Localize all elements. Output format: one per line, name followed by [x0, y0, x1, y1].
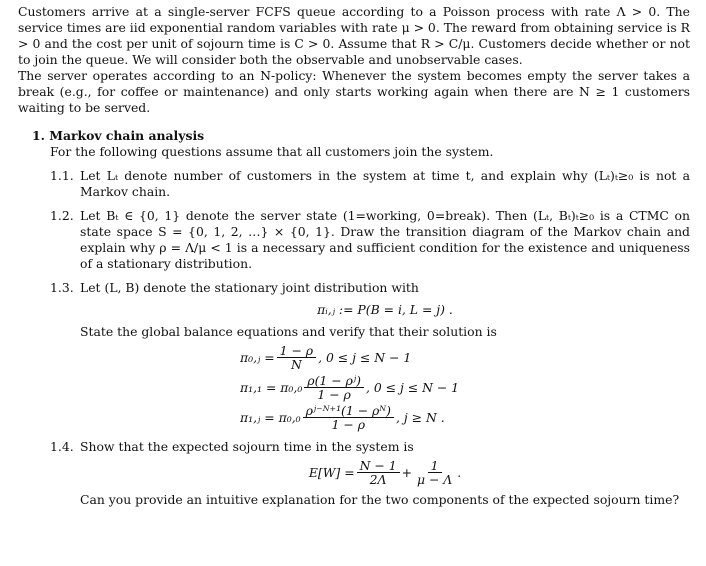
equation-condition: , 0 ≤ j ≤ N − 1 [365, 379, 460, 395]
question-number: 1.3. [50, 280, 74, 295]
plus-sign: + [401, 464, 412, 480]
question-tail-text: Can you provide an intuitive explanation for the two components of the expected sojourn time? [80, 492, 680, 507]
question-1-3 [50, 280, 690, 431]
fraction-numerator: ρ(1 − ρʲ) [304, 374, 364, 388]
equation-condition: , 0 ≤ j ≤ N − 1 [318, 349, 412, 365]
sojourn-time-equation [80, 459, 690, 486]
section-intro: For the following questions assume that all customers join the system. [50, 144, 494, 159]
stationary-distribution-definition: πᵢ,ⱼ := P(B = i, L = j) . [317, 302, 453, 317]
fraction-numerator: 1 [428, 459, 442, 473]
equation-pi-1j [240, 404, 690, 431]
equation-fraction [304, 374, 364, 401]
equation-fraction [277, 344, 316, 371]
question-number: 1.1. [50, 168, 74, 183]
fraction-numerator: ρʲ⁻ᴺ⁺¹(1 − ρᴺ) [303, 404, 394, 418]
question-text: Show that the expected sojourn time in the system is [80, 439, 414, 454]
fraction-denominator: N [290, 357, 302, 372]
equation-lhs: π₁,ⱼ = π₀,₀ [240, 409, 301, 425]
fraction-denominator: 1 − ρ [317, 387, 351, 402]
equation-lhs: π₁,₁ = π₀,₀ [240, 379, 303, 395]
equation-condition: , j ≥ N . [395, 409, 445, 425]
fraction-denominator: μ − Λ [416, 472, 453, 487]
equation-end: . [457, 464, 462, 480]
question-midtext: State the global balance equations and verify that their solution is [80, 324, 497, 339]
fraction-numerator: 1 − ρ [277, 344, 316, 358]
section-markov-chain [32, 128, 690, 508]
question-text: Let Lₜ denote number of customers in the system at time t, and explain why (Lₜ)ₜ≥₀ is not a Markov chain. [80, 168, 690, 199]
fraction-numerator: N − 1 [357, 459, 400, 473]
equation-fraction [303, 404, 394, 431]
question-1-1 [50, 168, 690, 200]
question-1-4 [50, 439, 690, 508]
fraction-denominator: 1 − ρ [331, 417, 365, 432]
section-title: 1. Markov chain analysis [32, 128, 205, 143]
question-1-2 [50, 208, 690, 272]
question-text: Let Bₜ ∈ {0, 1} denote the server state (1=working, 0=break). Then (Lₜ, Bₜ)ₜ≥₀ is a CTMC on state space S = {0, 1, 2, …} × {0, 1}. Draw the transition diagram of the Markov chain and explain why ρ = Λ/μ < 1 is a necessary and sufficient condition for the existence and uniqueness of a stationary distribution. [80, 208, 690, 271]
document-page [18, 4, 690, 508]
equation-fraction-1 [357, 459, 400, 486]
equation-lhs: π₀,ⱼ = [240, 349, 275, 365]
question-text: Let (L, B) denote the stationary joint distribution with [80, 280, 419, 295]
equation-pi-0j [240, 344, 690, 371]
equation-pi-11 [240, 374, 690, 401]
equation-fraction-2 [414, 459, 455, 486]
question-number: 1.2. [50, 208, 74, 223]
intro-paragraph-1: Customers arrive at a single-server FCFS queue according to a Poisson process with rate Λ > 0. The service times are iid exponential random variables with rate μ > 0. The reward from obtaining service is R > 0 and the cost per unit of sojourn time is C > 0. Assume that R > C/μ. Customers decide whether or not to join the queue. We will consider both the observable and unobservable cases. [18, 4, 690, 67]
question-number: 1.4. [50, 439, 74, 454]
fraction-denominator: 2Λ [369, 472, 387, 487]
intro-paragraph-2: The server operates according to an N-policy: Whenever the system becomes empty the server takes a break (e.g., for coffee or maintenance) and only starts working again when there are N ≥ 1 customers waiting to be served. [18, 68, 690, 115]
equation-lhs: E[W] = [308, 464, 355, 480]
balance-solution-equations [240, 344, 690, 431]
